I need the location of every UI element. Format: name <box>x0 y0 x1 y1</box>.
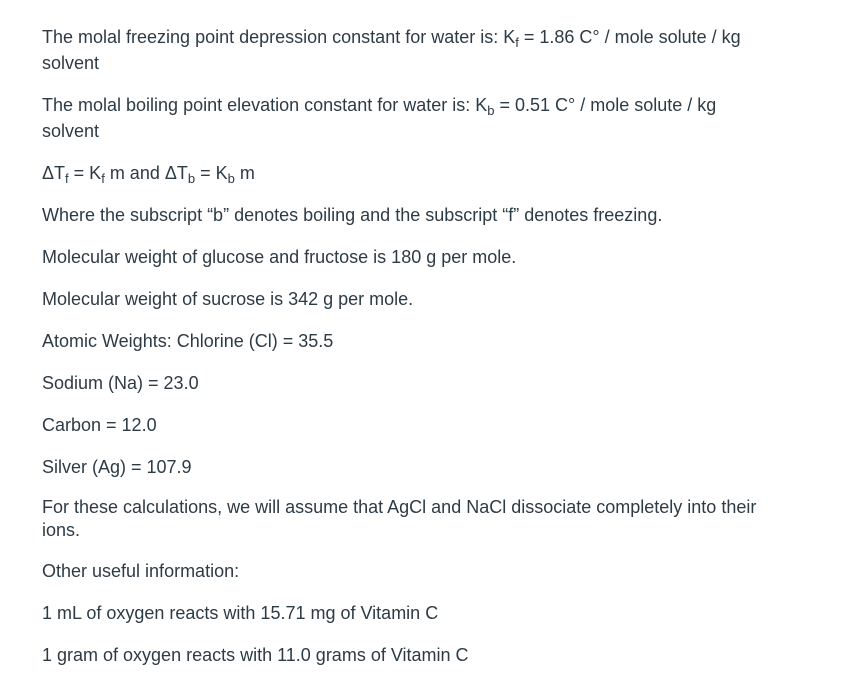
dissociation-note: For these calculations, we will assume that AgCl and NaCl dissociate completely into their ions. <box>42 497 757 540</box>
subscript-note: Where the subscript “b” denotes boiling and the subscript “f” denotes freezing. <box>42 205 663 225</box>
glucose-weight-paragraph: Molecular weight of glucose and fructose is 180 g per mole. <box>42 247 517 267</box>
vitamin-c-gram-paragraph: 1 gram of oxygen reacts with 11.0 grams of Vitamin C <box>42 645 469 665</box>
document-body <box>42 24 772 684</box>
kb-constant-paragraph: The molal boiling point elevation constant for water is: $K_b = 0.51$ C° / mole solute / kg solvent <box>42 95 717 141</box>
carbon-weight-paragraph: Carbon = 12.0 <box>42 415 157 435</box>
sodium-weight-paragraph: Sodium (Na) = 23.0 <box>42 373 199 393</box>
vitamin-c-ml-paragraph: 1 mL of oxygen reacts with 15.71 mg of Vitamin C <box>42 603 439 623</box>
formula-paragraph: $\Delta T_f = K_f$ m and $\Delta T_b = K_b$ m <box>42 163 255 186</box>
chlorine-weight-paragraph: Atomic Weights: Chlorine (Cl) = 35.5 <box>42 331 334 351</box>
silver-weight-paragraph: Silver (Ag) = 107.9 <box>42 457 192 477</box>
sucrose-weight-paragraph: Molecular weight of sucrose is 342 g per mole. <box>42 289 414 309</box>
kf-constant-paragraph: The molal freezing point depression constant for water is: $K_f = 1.86$ C° / mole solute / kg solvent <box>42 27 741 73</box>
other-info-heading: Other useful information: <box>42 561 240 581</box>
